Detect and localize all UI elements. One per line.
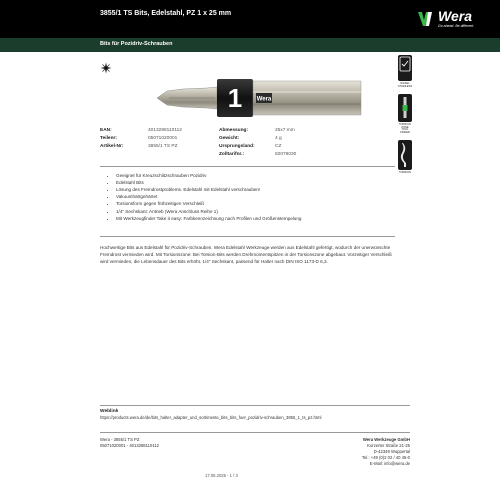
address-line: Tel.: +49 (0)2 02 / 40 45-0: [361, 454, 410, 460]
divider: [100, 236, 395, 237]
footer-article-info: [100, 437, 159, 449]
spec-value: 25x7 mm: [275, 127, 295, 133]
spec-key: Artikel-Nr:: [100, 143, 124, 149]
company-name: Wera Werkzeuge GmbH: [362, 437, 410, 442]
spec-row: [219, 142, 345, 150]
spec-value: 05071020001: [148, 135, 178, 141]
specs-right: [219, 126, 345, 159]
address-line: E-Mail: info@wera.de: [369, 460, 410, 466]
logo-tagline: Go ahead. Be different.: [438, 24, 475, 28]
divider: [100, 432, 410, 433]
weblink-heading: Weblink: [100, 409, 119, 414]
address-line: Korzerter Straße 21-25: [367, 442, 410, 448]
footer-line: 05071020001 - 4013288110112: [100, 442, 159, 448]
spec-value: CZ: [275, 143, 282, 149]
badge-torsion-zone: [398, 94, 412, 122]
spec-row: [100, 126, 218, 134]
spec-value: 4 g: [275, 135, 282, 141]
page-info: 17.05.2025 - 1 / 3: [205, 473, 238, 478]
list-item: • Geeignet für Kreuzschlitzschrauben Pozidriv: [116, 172, 301, 179]
spec-value: 4013288110112: [148, 127, 182, 133]
list-item: • Torsionsform gegen frühzeitigen Verschleiß: [116, 200, 301, 207]
specs-left: [100, 126, 218, 151]
feature-badges: [398, 55, 412, 180]
certification-icon: [398, 55, 412, 81]
badge-certification: [398, 55, 412, 81]
wera-logo-mark-icon: [416, 9, 436, 29]
address-line: D-42349 Wuppertal: [373, 448, 410, 454]
spec-value: 3855/1 TS PZ: [148, 143, 178, 149]
spec-row: [219, 151, 345, 159]
document-title: 3855/1 TS Bits, Edelstahl, PZ 1 x 25 mm: [100, 10, 232, 17]
spec-value: 82079030: [275, 152, 297, 158]
list-item: • 1/4" Sechskant: Antrieb (Wera Anschluss Reihe 1): [116, 208, 301, 215]
document-subtitle: Bits für Pozidriv-Schrauben: [100, 41, 173, 47]
wera-logo: [416, 8, 486, 32]
spec-key: Zolltarifnr.:: [219, 152, 245, 158]
spec-row: [219, 134, 345, 142]
subtitle-band: [0, 38, 500, 52]
spec-key: Gewicht:: [219, 135, 240, 141]
product-image: [155, 75, 365, 121]
spec-row: [219, 126, 345, 134]
spec-key: EAN:: [100, 127, 112, 133]
weblink-url[interactable]: https://products.wera.de/de/bits_halter_adapter_und_sortimente_bits_bits_fuer_pozidriv-schrauben_3855_1_ts_pz.html: [100, 415, 322, 420]
spec-key: Teilenr:: [100, 135, 117, 141]
badge-caption: NICKEL STAINLESS: [398, 82, 413, 88]
list-item: • Edelstahl Bits: [116, 179, 301, 186]
feature-list: [108, 172, 301, 222]
badge-caption: TORSION ZONE TOOL FINDER: [399, 122, 411, 135]
list-item: • Vakuumhärtgehärtet: [116, 193, 301, 200]
spec-key: Ursprungsland:: [219, 143, 255, 149]
spec-row: [100, 142, 218, 150]
product-brand-mark: Wera: [256, 96, 272, 103]
spec-key: Abmessung:: [219, 127, 249, 133]
spec-row: [100, 134, 218, 142]
divider: [100, 405, 410, 406]
list-item: • Lösung des Fremdrostproblems. Edelstahl mit Edelstahl verschrauben!: [116, 186, 301, 193]
torsion-bit-icon: [398, 140, 412, 170]
list-item: • Mit Werkzeugfinder Take it easy: Farbkennzeichnung nach Profilen und Größenstempelung: [116, 215, 301, 222]
badge-torsion: [398, 140, 412, 170]
pozidriv-symbol-icon: [100, 62, 112, 74]
torsion-zone-icon: [398, 94, 412, 122]
footer-line: Wera - 3855/1 TS PZ: [100, 437, 140, 442]
tip-size-label: 1: [227, 83, 243, 113]
logo-wordmark: Wera: [438, 8, 472, 24]
divider: [100, 166, 395, 167]
product-description: Hochwertige Bits aus Edelstahl für Pozidriv-Schrauben. Wera Edelstahl Werkzeuge werden aus Edelstahl gefertigt, wodurch der unerwünschte Fremdrost vermieden wird. Mit Torsionszone: Bei Torsion-Bits werden Drehmomentspitzen in der Torsionszone abgebaut. Vorzeitiger Verschleiß wird vermieden, die Lebensdauer des Bits erhöht. 1/4" Sechskant, passend für Halter nach DIN ISO 1173-D 6,3.: [100, 245, 392, 265]
footer-company: [320, 437, 410, 466]
badge-caption: TORSION: [399, 171, 411, 175]
